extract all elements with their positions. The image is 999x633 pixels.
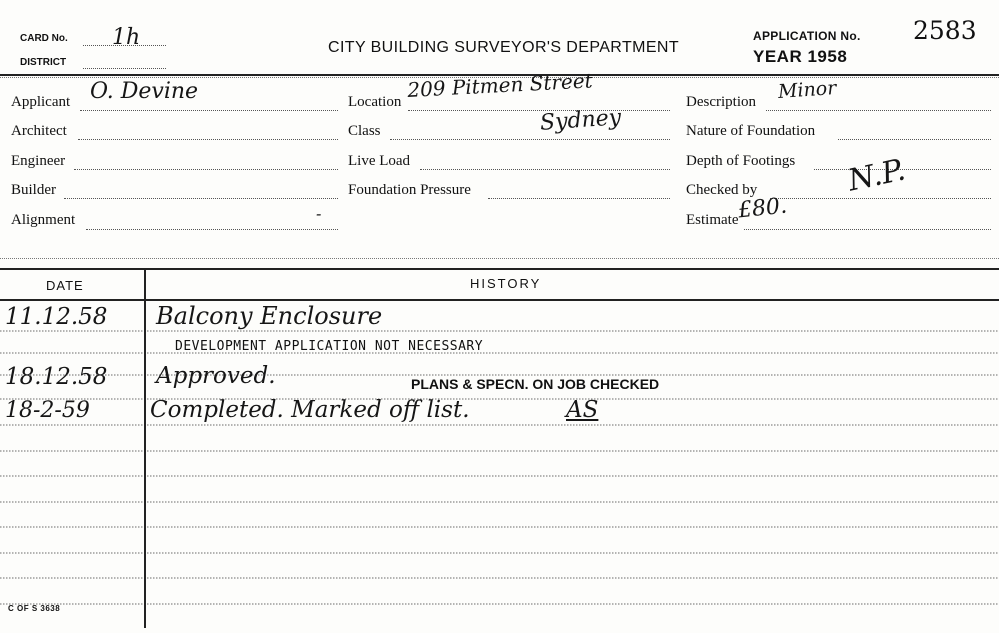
- engineer-label: Engineer: [11, 153, 66, 169]
- district-label: DISTRICT: [20, 57, 67, 68]
- checked-by-value: N.P.: [844, 152, 909, 199]
- entry-date: 18-2-59: [5, 398, 90, 423]
- alignment-line: [86, 229, 338, 230]
- nature-of-foundation-label: Nature of Foundation: [686, 123, 816, 139]
- entry-text: Approved.: [156, 363, 276, 389]
- entry-stamp: PLANS & SPECN. ON JOB CHECKED: [411, 376, 660, 392]
- foundation-pressure-line: [488, 198, 670, 199]
- builder-line: [64, 198, 338, 199]
- date-header: DATE: [46, 278, 84, 293]
- depth-of-footings-label: Depth of Footings: [686, 153, 796, 169]
- engineer-line: [74, 169, 338, 170]
- date-column-divider: [144, 268, 146, 628]
- history-top-rule: [0, 268, 999, 270]
- entry-text: Completed. Marked off list.: [150, 397, 470, 423]
- alignment-value: -: [316, 204, 322, 223]
- fields-bottom-dotted: [0, 258, 999, 259]
- live-load-label: Live Load: [348, 153, 411, 169]
- location-value: 209 Pitmen Street: [406, 68, 594, 102]
- location-value-city: Sydney: [539, 105, 622, 136]
- live-load-line: [420, 169, 670, 170]
- class-line: [390, 139, 670, 140]
- description-label: Description: [686, 94, 756, 110]
- department-title: CITY BUILDING SURVEYOR'S DEPARTMENT: [328, 39, 680, 56]
- description-value: Minor: [777, 76, 837, 104]
- history-header-rule: [0, 299, 999, 301]
- application-no-value: 2583: [913, 16, 977, 45]
- entry-date: 11.12.58: [5, 304, 108, 330]
- foundation-pressure-label: Foundation Pressure: [348, 182, 471, 198]
- estimate-label: Estimate: [686, 212, 739, 228]
- location-label: Location: [348, 94, 402, 110]
- card-no-label: CARD No.: [20, 33, 68, 44]
- nature-of-foundation-line: [838, 139, 991, 140]
- applicant-label: Applicant: [11, 94, 71, 110]
- applicant-line: [80, 110, 338, 111]
- estimate-value: £80.: [736, 193, 789, 224]
- estimate-line: [744, 229, 991, 230]
- entry-stamp: DEVELOPMENT APPLICATION NOT NECESSARY: [175, 339, 484, 354]
- architect-line: [78, 139, 338, 140]
- alignment-label: Alignment: [11, 212, 76, 228]
- history-header: HISTORY: [470, 276, 542, 291]
- builder-label: Builder: [11, 182, 56, 198]
- applicant-value: O. Devine: [90, 79, 199, 104]
- class-label: Class: [348, 123, 381, 139]
- entry-date: 18.12.58: [5, 364, 108, 390]
- entry-text: Balcony Enclosure: [156, 302, 383, 330]
- checked-by-label: Checked by: [686, 182, 758, 198]
- description-line: [766, 110, 991, 111]
- form-code: C OF S 3638: [8, 604, 61, 613]
- year-label: YEAR 1958: [753, 47, 848, 66]
- entry-initials: AS: [566, 397, 599, 423]
- architect-label: Architect: [11, 123, 67, 139]
- checked-by-line: [770, 198, 991, 199]
- card-no-value: 1h: [112, 25, 141, 50]
- application-no-label: APPLICATION No.: [753, 29, 861, 43]
- district-line: [83, 68, 166, 69]
